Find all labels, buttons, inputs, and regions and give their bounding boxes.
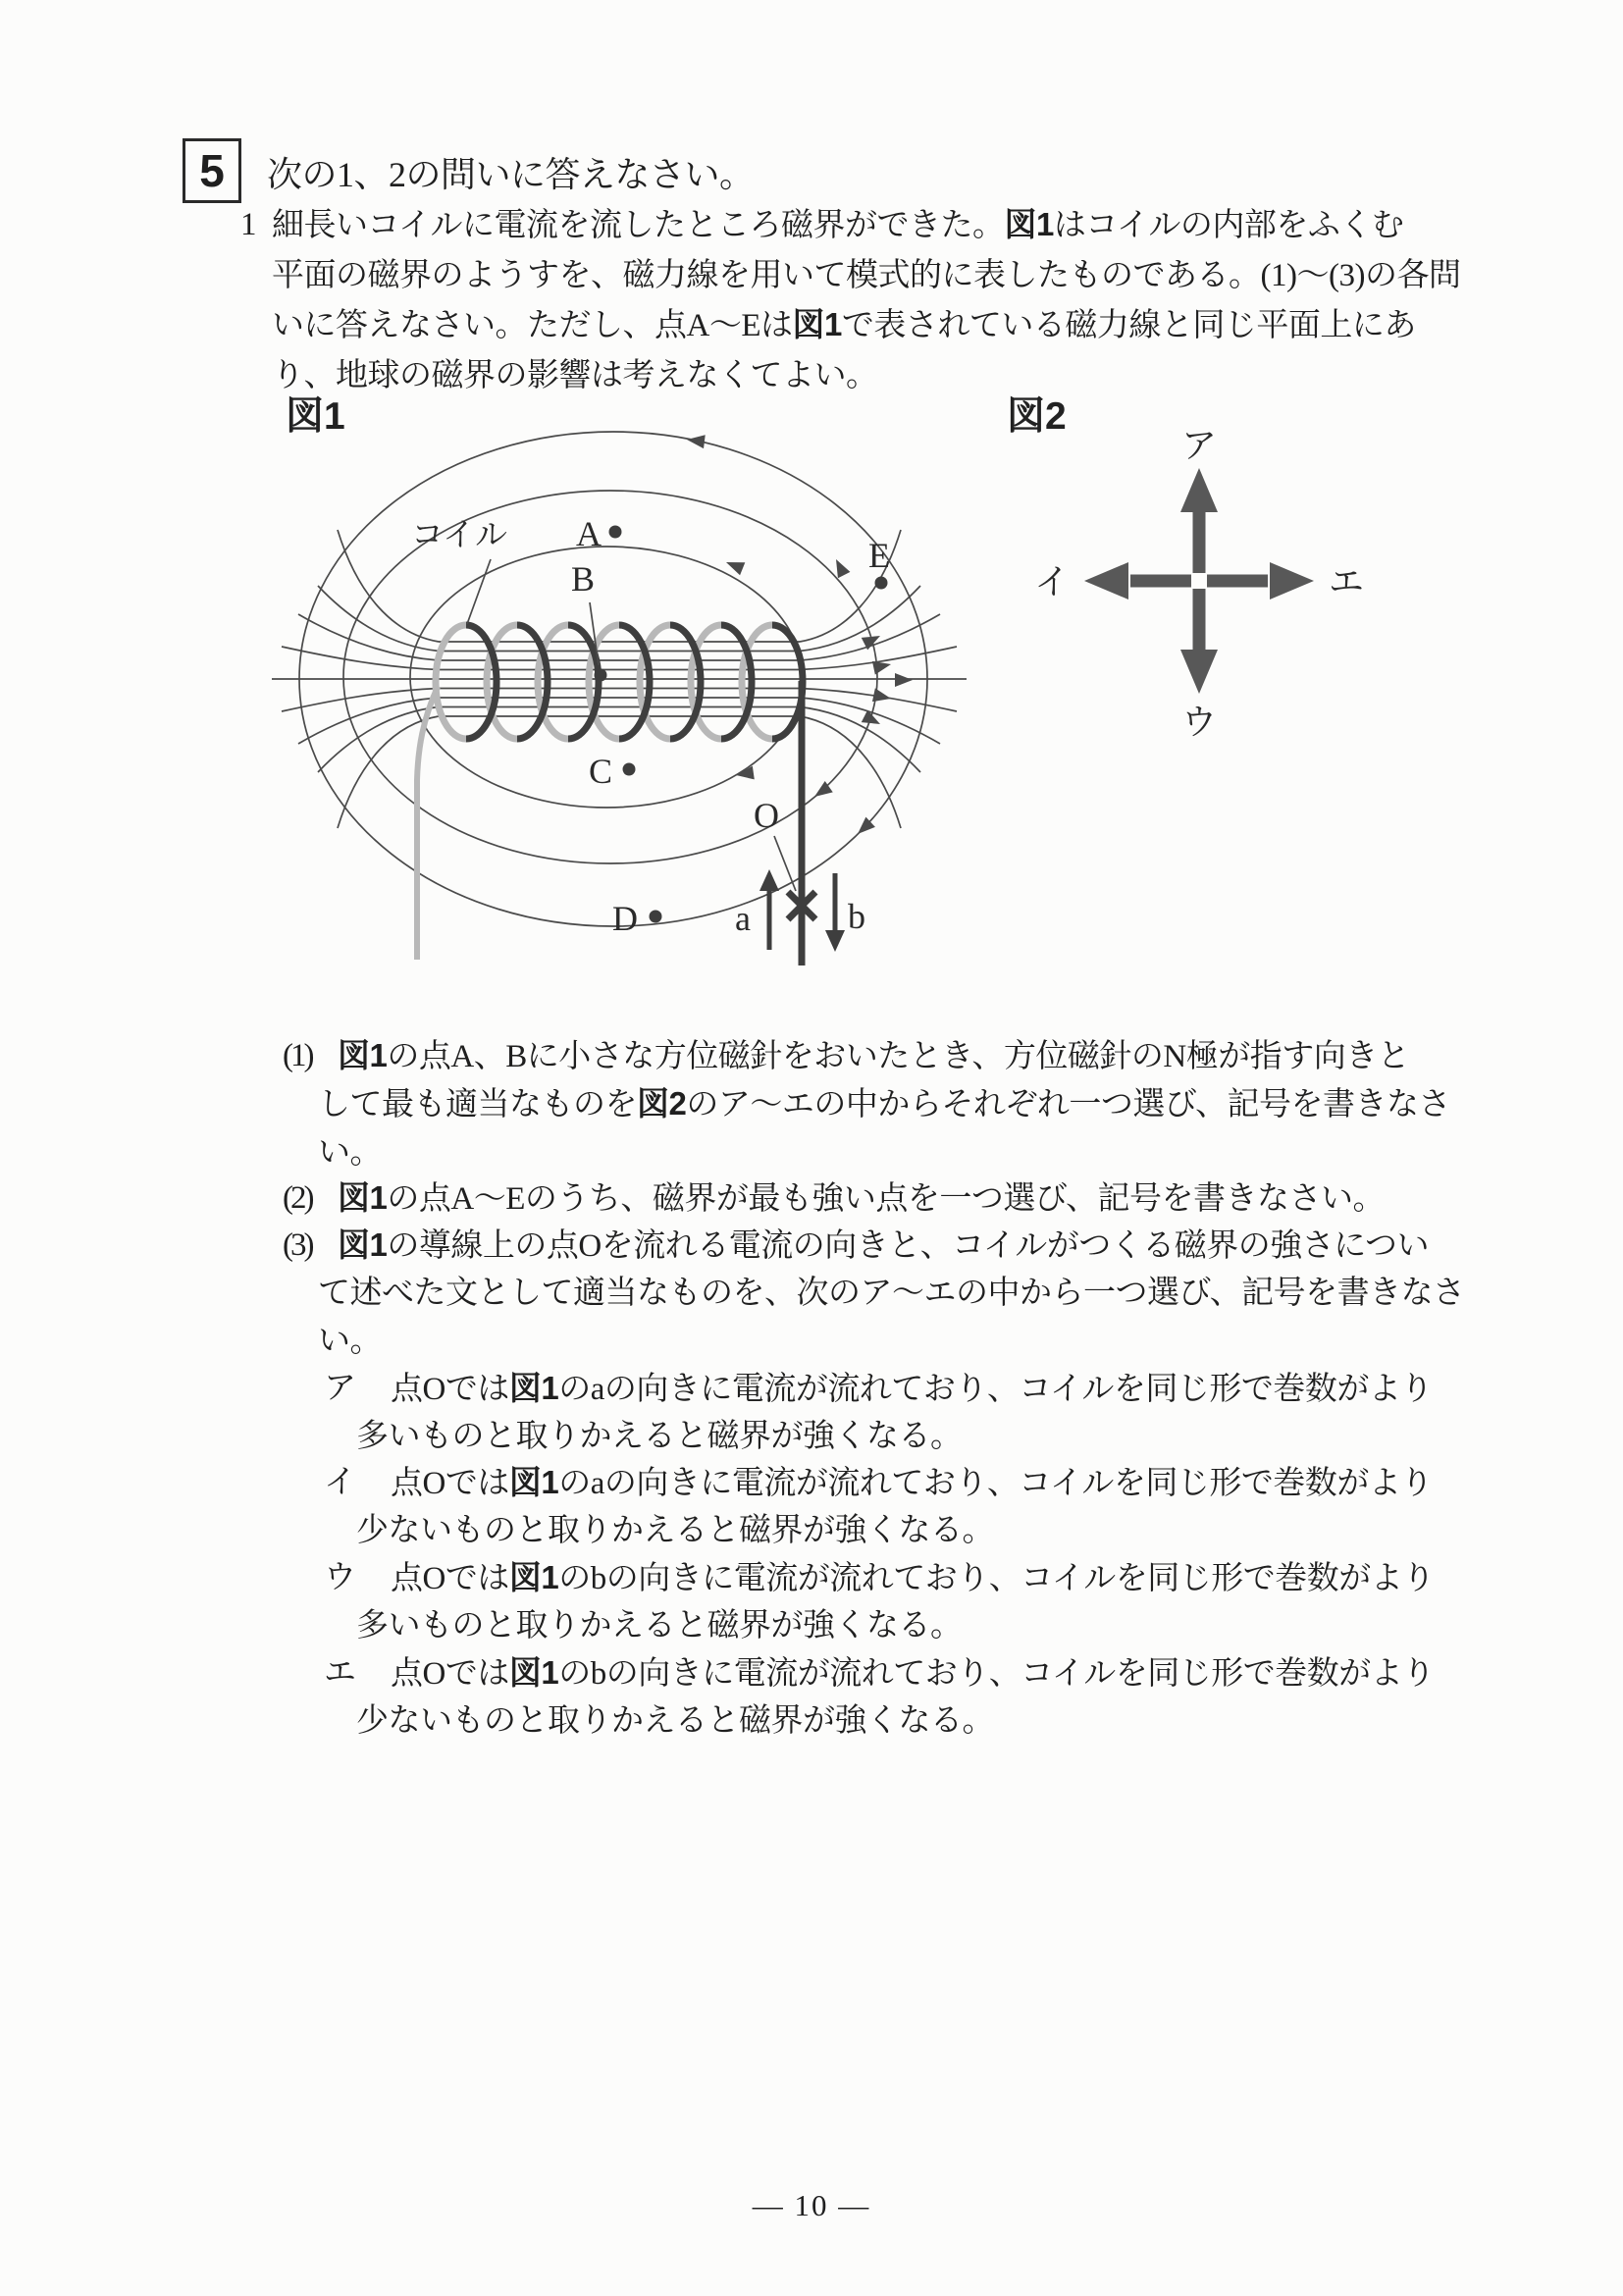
coil-label: コイル	[410, 518, 508, 553]
question-1	[283, 1032, 1450, 1176]
choice-u	[324, 1554, 1435, 1650]
point-o-label: O	[754, 796, 779, 835]
point-b-label: B	[570, 559, 596, 599]
intro-line: いに答えなさい。ただし、点A〜Eは図1で表されている磁力線と同じ平面上にあ	[272, 306, 1416, 343]
point-c-label: C	[588, 752, 613, 791]
point-d-label: D	[612, 899, 638, 938]
point-b-dot	[595, 669, 607, 682]
direction-left-label: イ	[1033, 562, 1070, 601]
point-a-label: A	[576, 514, 602, 553]
question-line: て述べた文として適当なものを、次のア〜エの中から一つ選び、記号を書きなさ	[318, 1276, 1465, 1312]
choice-marker: ウ	[324, 1560, 356, 1595]
direction-down-label: ウ	[1180, 703, 1218, 742]
choice-line: 点Oでは図1のaの向きに電流が流れており、コイルを同じ形で巻数がより	[391, 1464, 1433, 1501]
intro-line: 細長いコイルに電流を流したところ磁界ができた。図1はコイルの内部をふくむ	[272, 206, 1404, 243]
question-marker: (1)	[283, 1038, 312, 1073]
question-line: して最も適当なものを図2のア〜エの中からそれぞれ一つ選び、記号を書きなさ	[318, 1085, 1451, 1123]
leader-lines	[467, 559, 796, 891]
choice-line: 点Oでは図1のbの向きに電流が流れており、コイルを同じ形で巻数がより	[391, 1559, 1435, 1596]
choice-marker: ア	[324, 1371, 356, 1406]
question-line: 図1の導線上の点Oを流れる電流の向きと、コイルがつくる磁界の強さについ	[338, 1226, 1430, 1264]
point-c-dot	[623, 763, 636, 776]
choice-marker: イ	[324, 1465, 356, 1500]
question-2	[283, 1174, 1385, 1223]
intro-paragraph	[240, 200, 1460, 400]
choice-a	[324, 1365, 1433, 1461]
page-number: — 10 —	[752, 2188, 871, 2222]
figures-canvas	[0, 383, 1442, 1020]
choice-line: 少ないものと取りかえると磁界が強くなる。	[356, 1513, 994, 1549]
section-title: 次の1、2の問いに答えなさい。	[267, 155, 755, 194]
question-line: い。	[318, 1323, 382, 1359]
question-line: い。	[318, 1134, 382, 1171]
choice-line: 多いものと取りかえると磁界が強くなる。	[356, 1419, 963, 1455]
figure1-caption: 図1	[286, 395, 345, 438]
figure1-field-lines	[272, 432, 967, 926]
current-b-label: b	[848, 897, 865, 936]
point-e-label: E	[868, 536, 890, 575]
choice-i	[324, 1459, 1433, 1555]
choice-line: 多いものと取りかえると磁界が強くなる。	[356, 1608, 963, 1644]
question-marker: (3)	[283, 1227, 312, 1263]
direction-up-label: ア	[1180, 426, 1218, 465]
choice-marker: エ	[324, 1655, 356, 1691]
question-3	[283, 1222, 1465, 1365]
current-a-label: a	[735, 899, 751, 938]
choice-line: 点Oでは図1のaの向きに電流が流れており、コイルを同じ形で巻数がより	[391, 1370, 1433, 1407]
intro-marker: 1	[240, 207, 257, 242]
choice-e	[324, 1649, 1435, 1746]
figure2-caption: 図2	[1007, 395, 1067, 438]
intro-line: り、地球の磁界の影響は考えなくてよい。	[272, 357, 878, 393]
question-marker: (2)	[283, 1180, 312, 1216]
choice-line: 点Oでは図1のbの向きに電流が流れており、コイルを同じ形で巻数がより	[391, 1654, 1435, 1692]
question-line: 図1の点A、Bに小さな方位磁針をおいたとき、方位磁針のN極が指す向きと	[338, 1037, 1410, 1074]
point-e-dot	[875, 577, 888, 590]
point-a-dot	[609, 526, 622, 539]
choice-line: 少ないものと取りかえると磁界が強くなる。	[356, 1703, 994, 1740]
direction-cross	[1084, 468, 1314, 694]
section-number: 5	[199, 145, 225, 196]
question-line: 図1の点A〜Eのうち、磁界が最も強い点を一つ選び、記号を書きなさい。	[338, 1179, 1386, 1217]
intro-line: 平面の磁界のようすを、磁力線を用いて模式的に表したものである。(1)〜(3)の各問	[272, 257, 1461, 293]
section-number-box	[183, 138, 241, 203]
point-d-dot	[650, 911, 662, 923]
direction-right-label: エ	[1329, 562, 1365, 601]
coil-left-lead-wire	[417, 687, 438, 960]
